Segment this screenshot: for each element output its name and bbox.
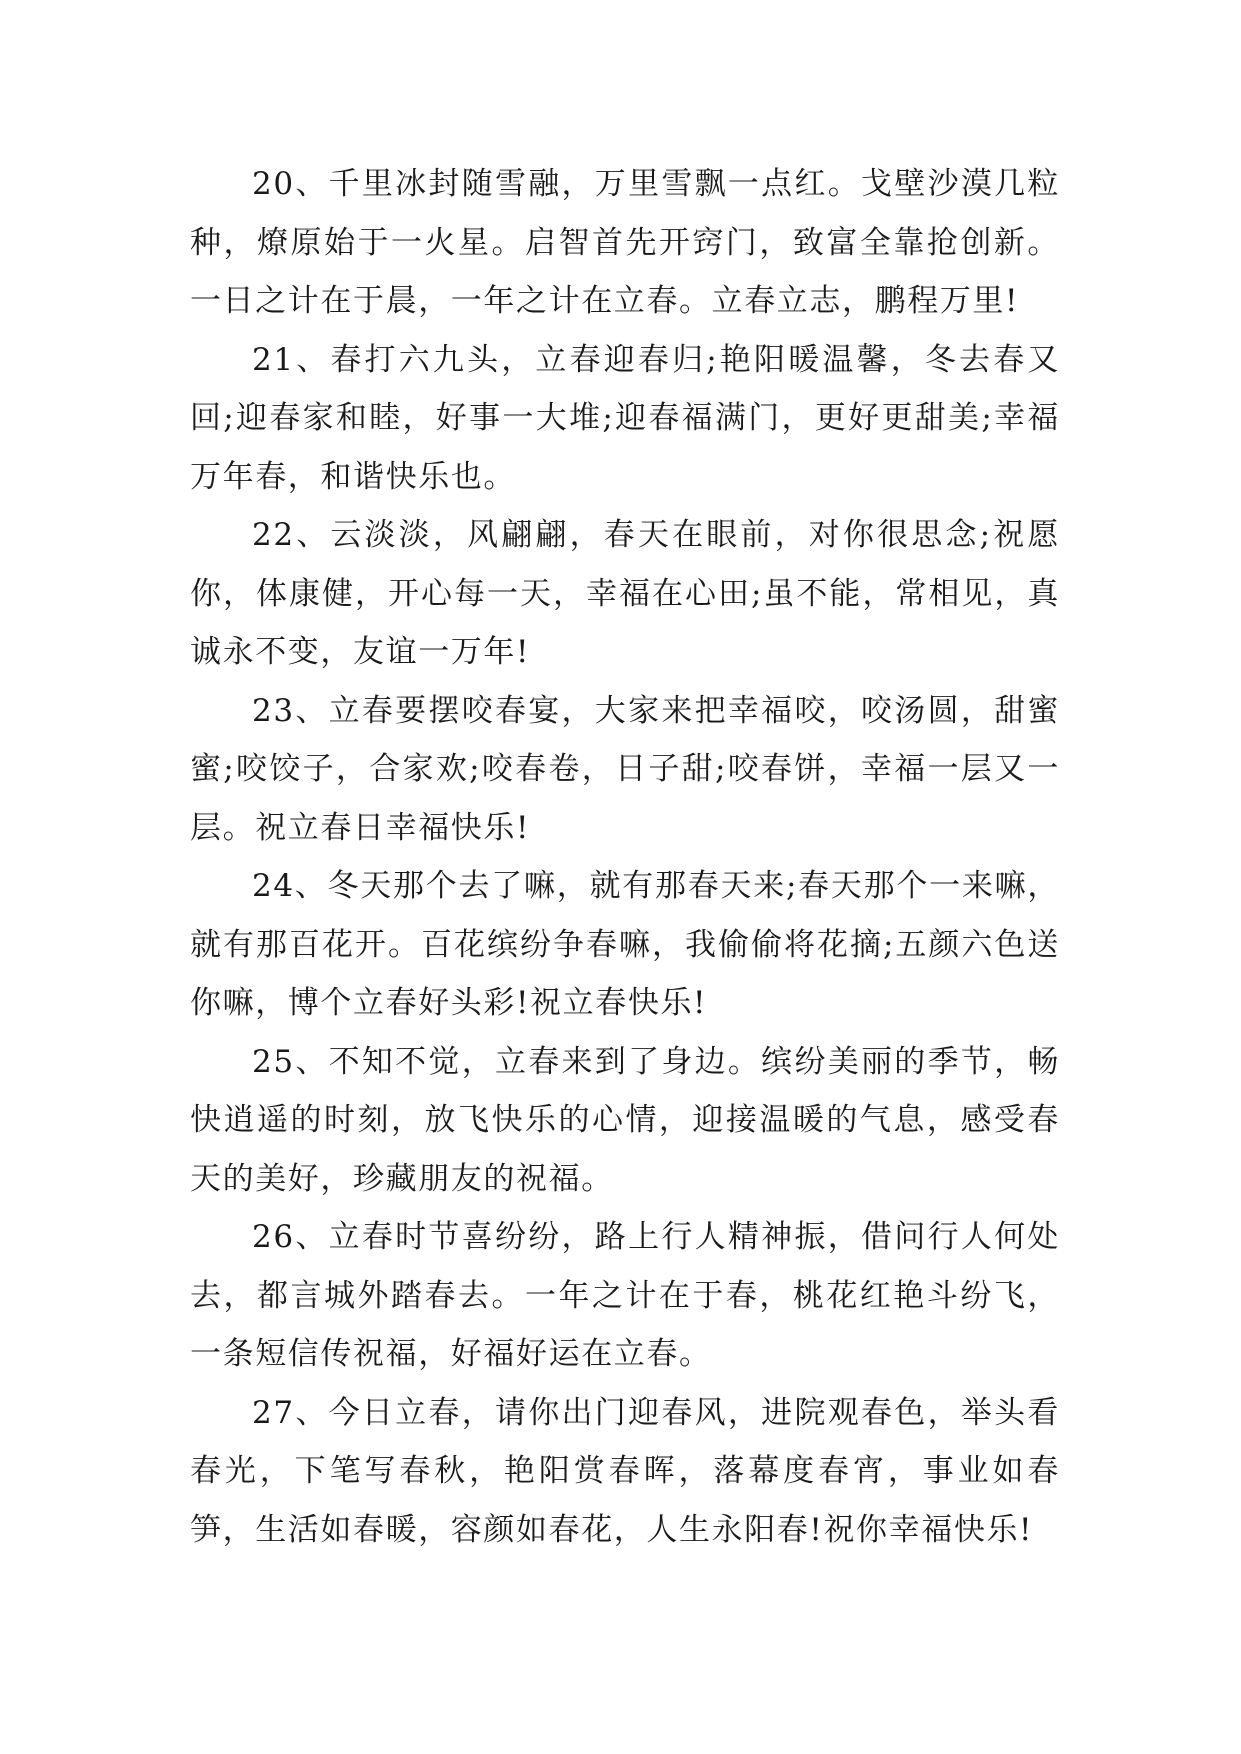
paragraph-23: 23、立春要摆咬春宴，大家来把幸福咬，咬汤圆，甜蜜蜜;咬饺子，合家欢;咬春卷，日子甜;咬春饼，幸福一层又一层。祝立春日幸福快乐! <box>190 692 1060 846</box>
paragraph-24: 24、冬天那个去了嘛，就有那春天来;春天那个一来嘛，就有那百花开。百花缤纷争春嘛，我偷偷将花摘;五颜六色送你嘛，博个立春好头彩!祝立春快乐! <box>190 868 1060 1021</box>
document-body <box>190 155 1060 1559</box>
paragraph-20: 20、千里冰封随雪融，万里雪飘一点红。戈壁沙漠几粒种，燎原始于一火星。启智首先开窍门，致富全靠抢创新。一日之计在于晨，一年之计在立春。立春立志，鹏程万里! <box>190 166 1060 319</box>
paragraph-27: 27、今日立春，请你出门迎春风，进院观春色，举头看春光，下笔写春秋，艳阳赏春晖，落幕度春宵，事业如春笋，生活如春暖，容颜如春花，人生永阳春!祝你幸福快乐! <box>190 1394 1060 1548</box>
paragraph-22: 22、云淡淡，风翩翩，春天在眼前，对你很思念;祝愿你，体康健，开心每一天，幸福在心田;虽不能，常相见，真诚永不变，友谊一万年! <box>190 517 1060 670</box>
paragraph-26: 26、立春时节喜纷纷，路上行人精神振，借问行人何处去，都言城外踏春去。一年之计在于春，桃花红艳斗纷飞，一条短信传祝福，好福好运在立春。 <box>190 1219 1060 1372</box>
paragraph-21: 21、春打六九头，立春迎春归;艳阳暖温馨，冬去春又回;迎春家和睦，好事一大堆;迎春福满门，更好更甜美;幸福万年春，和谐快乐也。 <box>190 341 1060 495</box>
paragraph-25: 25、不知不觉，立春来到了身边。缤纷美丽的季节，畅快逍遥的时刻，放飞快乐的心情，迎接温暖的气息，感受春天的美好，珍藏朋友的祝福。 <box>190 1043 1060 1197</box>
